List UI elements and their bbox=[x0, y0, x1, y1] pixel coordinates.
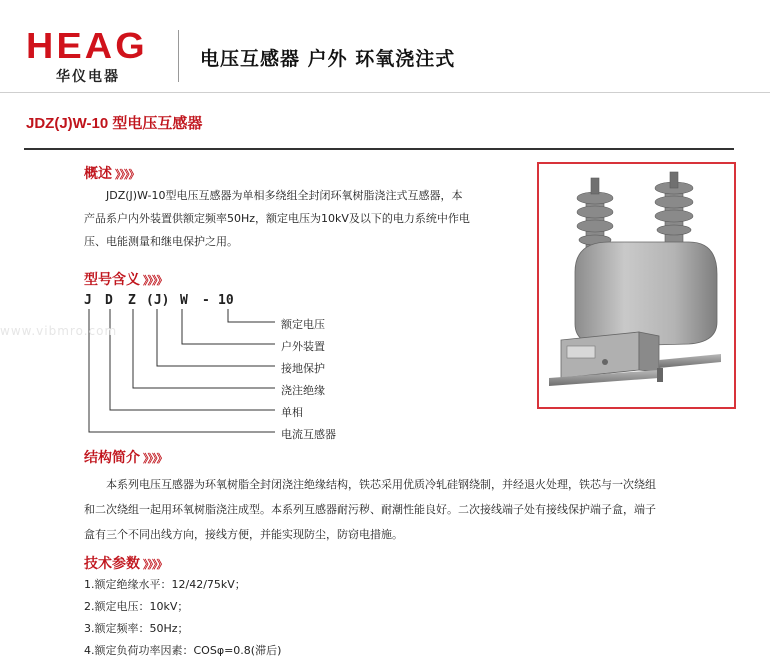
specs-heading-text: 技术参数 bbox=[84, 556, 140, 572]
model-heading-text: 型号含义 bbox=[84, 272, 140, 288]
overview-line: 压、电能测量和继电保护之用。 bbox=[84, 235, 238, 248]
code-letter-w: W bbox=[180, 293, 188, 308]
legend-single-phase: 单相 bbox=[281, 406, 303, 419]
overview-heading-text: 概述 bbox=[84, 166, 112, 182]
leader-line-ground bbox=[157, 309, 275, 366]
spec-item: 4.额定负荷功率因素：COSφ=0.8(滞后) bbox=[84, 644, 282, 657]
structure-line: 本系列电压互感器为环氧树脂全封闭浇注绝缘结构，铁芯采用优质冷轧硅钢绕制，并经退火处理，铁芯与一次绕组 bbox=[106, 478, 656, 491]
chevrons-icon: 》》》》 bbox=[115, 168, 139, 181]
leader-line-voltage bbox=[228, 309, 275, 322]
spec-item: 3.额定频率：50Hz； bbox=[84, 622, 189, 635]
watermark: www.vibmro.com bbox=[0, 324, 118, 338]
specs-heading bbox=[84, 553, 167, 573]
chevrons-icon: 》》》》 bbox=[143, 452, 167, 465]
logo-wordmark: HEAG bbox=[26, 25, 148, 66]
spec-item: 1.额定绝缘水平：12/42/75kV； bbox=[84, 578, 246, 591]
structure-line: 盒有三个不同出线方向，接线方便，并能实现防尘，防窃电措施。 bbox=[84, 528, 403, 541]
structure-line: 和二次绕组一起用环氧树脂浇注成型。本系列互感器耐污秽、耐潮性能良好。二次接线端子处有接线保护端子盒，端子 bbox=[84, 503, 656, 516]
structure-body bbox=[84, 472, 764, 547]
page-title: 电压互感器 户外 环氧浇注式 bbox=[200, 48, 456, 70]
product-photo bbox=[537, 162, 736, 409]
structure-heading-text: 结构简介 bbox=[84, 450, 140, 466]
code-letter-z: Z bbox=[128, 293, 136, 308]
code-letter-j2: (J) bbox=[146, 293, 170, 308]
legend-outdoor: 户外装置 bbox=[281, 340, 325, 353]
code-letter-d: D bbox=[105, 293, 113, 308]
leader-line-cast bbox=[133, 309, 275, 388]
specs-list bbox=[84, 574, 281, 662]
code-voltage: 10 bbox=[218, 293, 234, 308]
structure-heading bbox=[84, 447, 167, 467]
transformer-photo-icon bbox=[539, 164, 734, 407]
chevrons-icon: 》》》》 bbox=[143, 558, 167, 571]
leader-line-single bbox=[110, 309, 275, 410]
legend-current-transformer: 电流互感器 bbox=[281, 428, 336, 441]
spec-item: 2.额定电压：10kV； bbox=[84, 600, 189, 613]
overview-line: 产品系户内外装置供额定频率50Hz，额定电压为10kV及以下的电力系统中作电 bbox=[84, 212, 470, 225]
legend-grounding: 接地保护 bbox=[281, 362, 325, 375]
code-dash: - bbox=[202, 293, 210, 308]
legend-cast-insulation: 浇注绝缘 bbox=[281, 384, 325, 397]
overview-line: JDZ(J)W-10型电压互感器为单相多绕组全封闭环氧树脂浇注式互感器，本 bbox=[106, 189, 463, 202]
chevrons-icon: 》》》》 bbox=[143, 274, 167, 287]
code-letter-j: J bbox=[84, 293, 92, 308]
logo-subtitle: 华仪电器 bbox=[56, 69, 120, 85]
product-title: JDZ(J)W-10 型电压互感器 bbox=[26, 115, 203, 132]
legend-rated-voltage: 额定电压 bbox=[281, 318, 325, 331]
